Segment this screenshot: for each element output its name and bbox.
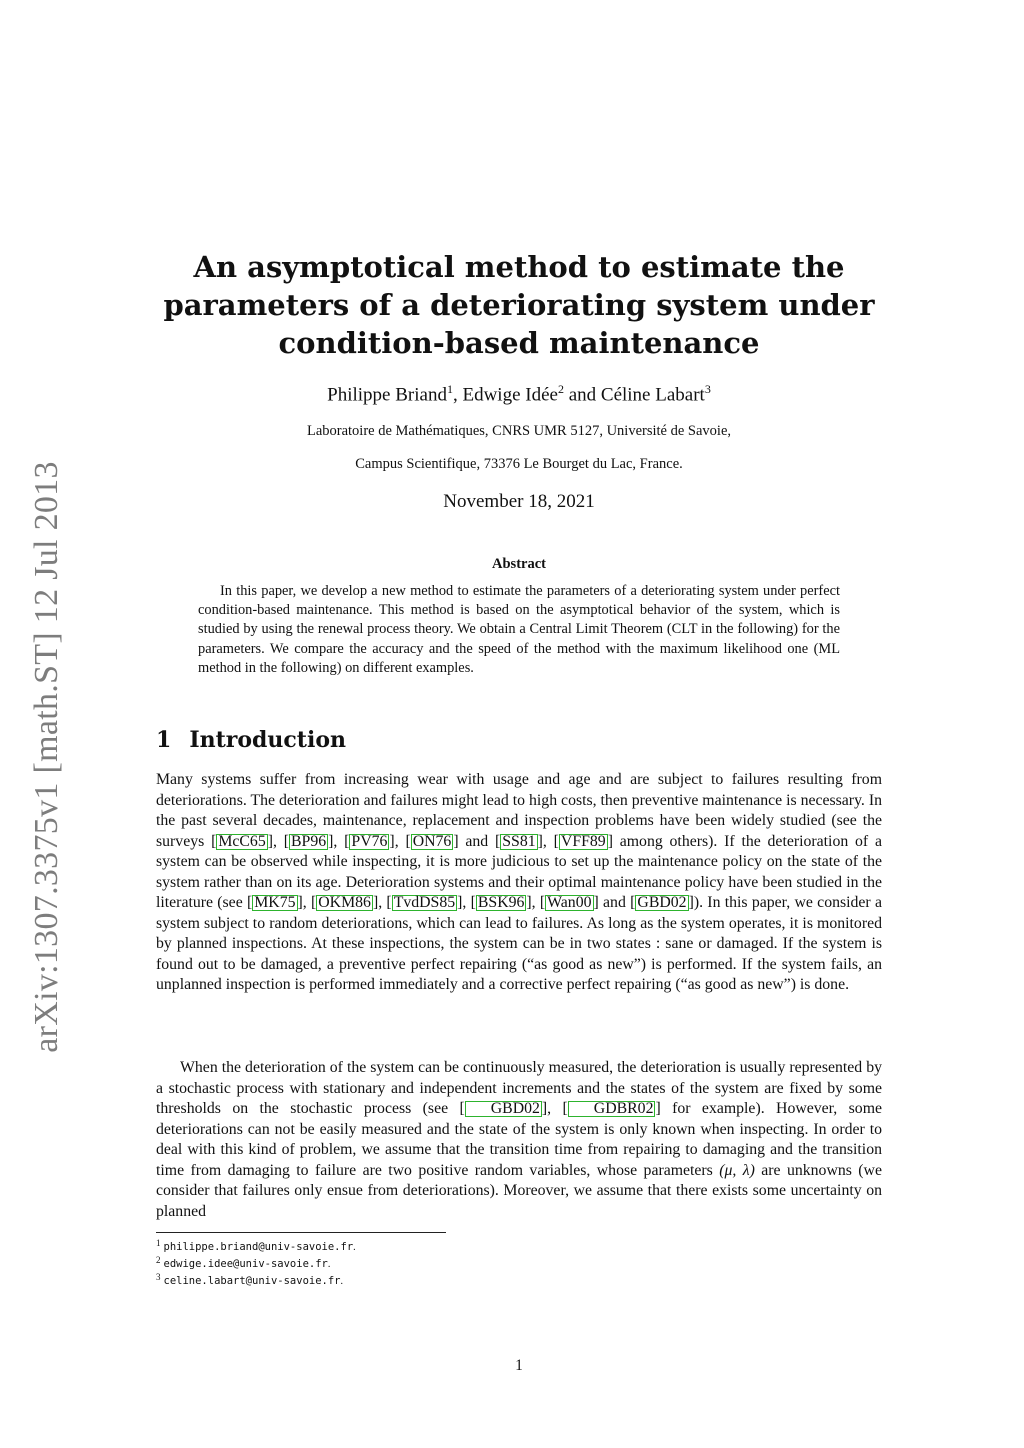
arxiv-identifier: arXiv:1307.3375v1 [math.ST] 12 Jul 2013 bbox=[28, 461, 66, 1053]
paper-title bbox=[156, 248, 882, 362]
citation-link[interactable]: OKM86 bbox=[318, 894, 371, 911]
footnote bbox=[156, 1238, 656, 1253]
body-text: , bbox=[531, 894, 540, 911]
body-text: among others). If the deterioration of a system can be observed while inspecting, it is more judicious to set up the maintenance policy on the state of the system rather than on its age. Deterioration systems and their optimal maintenance policy have been studied in the literature (see bbox=[156, 832, 882, 911]
footnote-mark: 1 bbox=[156, 1238, 161, 1248]
body-text: , bbox=[333, 832, 345, 850]
affiliation-line: Campus Scientifique, 73376 Le Bourget du Lac, France. bbox=[355, 456, 683, 472]
citation-link[interactable]: Wan00 bbox=[547, 894, 592, 911]
citation-link[interactable]: MK75 bbox=[254, 894, 296, 911]
footnote-email: philippe.briand@univ-savoie.fr bbox=[163, 1241, 354, 1253]
intro-paragraph: Many systems suffer from increasing wear with usage and age and are subject to failures resulting from deteriorations. The deterioration and failures might lead to high costs, then preventive maintenance is necessary. In the past several decades, maintenance, replacement and inspection problems have been widely studied (see the surveys [ McC65 ], [ BP96 ], [ PV76 ], [ ON76 ] and [ SS81 ], [ VFF89 ] among others). If the deterioration of a system can be observed while inspecting, it is more judicious to set up the maintenance policy on the state of the system rather than on its age. Deterioration systems and their optimal maintenance policy have been studied in the literature (see [ MK75 ], [ OKM86 ], [ TvdDS85 ], [ BSK96 ], [ Wan00 ] and [ GBD02 ]). In this paper, we consider a system subject to random deteriorations, which can lead to failures. As long as the system operates, it is monitored by planned inspections. At these inspections, the system can be in two states : sane or damaged. If the system is found out to be damaged, a preventive perfect repairing (“as good as new”) is performed. If the system fails, an unplanned inspection is performed immediately and a corrective perfect repairing (“as good as new”) is done. bbox=[156, 771, 882, 993]
section-number: 1 bbox=[156, 727, 172, 753]
footnote-rule bbox=[156, 1232, 446, 1233]
author-footnote-mark: 2 bbox=[557, 382, 564, 396]
body-text: , bbox=[302, 894, 311, 911]
title-line: An asymptotical method to estimate the bbox=[193, 250, 845, 284]
body-text: , bbox=[462, 894, 471, 911]
citation-link[interactable]: BP96 bbox=[291, 832, 327, 850]
citation-link[interactable]: GBD02 bbox=[465, 1101, 542, 1117]
footnote-mark: 2 bbox=[156, 1255, 161, 1265]
body-text: , bbox=[394, 832, 406, 850]
author-footnote-mark: 3 bbox=[704, 382, 711, 396]
affiliation-line: Laboratoire de Mathématiques, CNRS UMR 5127, Université de Savoie, bbox=[306, 423, 732, 439]
citation-link[interactable]: GBD02 bbox=[637, 894, 687, 911]
arxiv-side-stamp bbox=[26, 455, 68, 1059]
abstract-text: In this paper, we develop a new method to estimate the parameters of a deteriorating system under perfect condition-based maintenance. This method is based on the asymptotical behavior of the system, which is studied by using the renewal process theory. We obtain a Central Limit Theorem (CLT in the following) for the parameters. We compare the accuracy and the speed of the method with the maximum likelihood one (ML method in the following) on different examples. bbox=[198, 583, 840, 676]
footnote-end: . bbox=[327, 1259, 331, 1270]
citation-link[interactable]: PV76 bbox=[351, 832, 388, 850]
abstract-heading: Abstract bbox=[492, 556, 546, 572]
citation-link[interactable]: GDBR02 bbox=[568, 1101, 656, 1117]
title-line: parameters of a deteriorating system under bbox=[163, 288, 875, 322]
footnote-end: . bbox=[340, 1276, 344, 1287]
title-line: condition-based maintenance bbox=[278, 326, 760, 360]
footnote-mark: 3 bbox=[156, 1272, 161, 1282]
body-text: When the deterioration of the system can be continuously measured, the deterioration is usually represented by a stochastic process with stationary and independent increments and the states of the system are fixed by some thresholds on the stochastic process (see bbox=[156, 1059, 882, 1117]
author-separator: and bbox=[563, 384, 601, 406]
footnote-email: celine.labart@univ-savoie.fr bbox=[163, 1275, 341, 1287]
citation-link[interactable]: SS81 bbox=[502, 832, 536, 850]
math-inline: (μ, λ) bbox=[719, 1161, 755, 1179]
citation-link[interactable]: BSK96 bbox=[477, 894, 525, 911]
author-name: Edwige Idée bbox=[462, 384, 558, 406]
body-text: ). In this paper, we consider a system subject to random deteriorations, which can lead to failures. As long as the system operates, it is monitored by planned inspections. At these inspections, the system can be in two states : sane or damaged. If the system is found out to be damaged, a preventive perfect repairing (“as good as new”) is performed. If the system fails, an unplanned inspection is performed immediately and a corrective perfect repairing (“as good as new”) is done. bbox=[156, 894, 882, 993]
intro-paragraph: When the deterioration of the system can be continuously measured, the deterioration is usually represented by a stochastic process with stationary and independent increments and the states of the system are fixed by some thresholds on the stochastic process (see [ GBD02 ], [ GDBR02 ] for example). However, some deteriorations can not be easily measured and the state of the system is only known when inspecting. In order to deal with this kind of problem, we assume that the transition time from repairing to damaging and the transition time from damaging to failure are two positive random variables, whose parameters (μ, λ) are unknowns (we consider that failures only ensue from deteriorations). Moreover, we assume that there exists some uncertainty on planned bbox=[156, 1059, 882, 1220]
page-number: 1 bbox=[515, 1357, 523, 1374]
footnote bbox=[156, 1255, 656, 1270]
citation-link[interactable]: McC65 bbox=[218, 832, 266, 850]
author-name: Céline Labart bbox=[600, 384, 705, 406]
author-separator: , bbox=[452, 384, 463, 406]
author-footnote-mark: 1 bbox=[446, 382, 453, 396]
body-text: for example). However, some deteriorations can not be easily measured and the state of the system is only known when inspecting. In order to deal with this kind of problem, we assume that the transition time from repairing to damaging and the transition time from damaging to failure are two positive random variables, whose parameters bbox=[156, 1100, 882, 1179]
footnote-end: . bbox=[353, 1242, 356, 1253]
footnote bbox=[156, 1272, 656, 1287]
footnote-email: edwige.idee@univ-savoie.fr bbox=[163, 1258, 328, 1270]
body-text: are unknowns (we consider that failures only ensue from deteriorations). Moreover, we assume that there exists some uncertainty on planned bbox=[156, 1161, 882, 1220]
citation-link[interactable]: ON76 bbox=[412, 832, 452, 850]
author-list bbox=[156, 382, 882, 406]
paper-date: November 18, 2021 bbox=[443, 491, 595, 512]
body-text: , bbox=[542, 832, 554, 850]
body-text: , bbox=[273, 832, 284, 850]
author-name: Philippe Briand bbox=[327, 384, 447, 406]
body-text: and bbox=[598, 894, 631, 911]
body-text: and bbox=[458, 832, 495, 850]
citation-link[interactable]: TvdDS85 bbox=[393, 894, 456, 911]
body-text: , bbox=[378, 894, 387, 911]
section-heading bbox=[156, 727, 346, 753]
body-text: Many systems suffer from increasing wear with usage and age and are subject to failures resulting from deteriorations. The deterioration and failures might lead to high costs, then preventive maintenance is necessary. In the past several decades, maintenance, replacement and inspection problems have been widely studied (see the surveys bbox=[156, 771, 882, 850]
citation-link[interactable]: VFF89 bbox=[560, 832, 606, 850]
section-title: Introduction bbox=[189, 727, 346, 753]
